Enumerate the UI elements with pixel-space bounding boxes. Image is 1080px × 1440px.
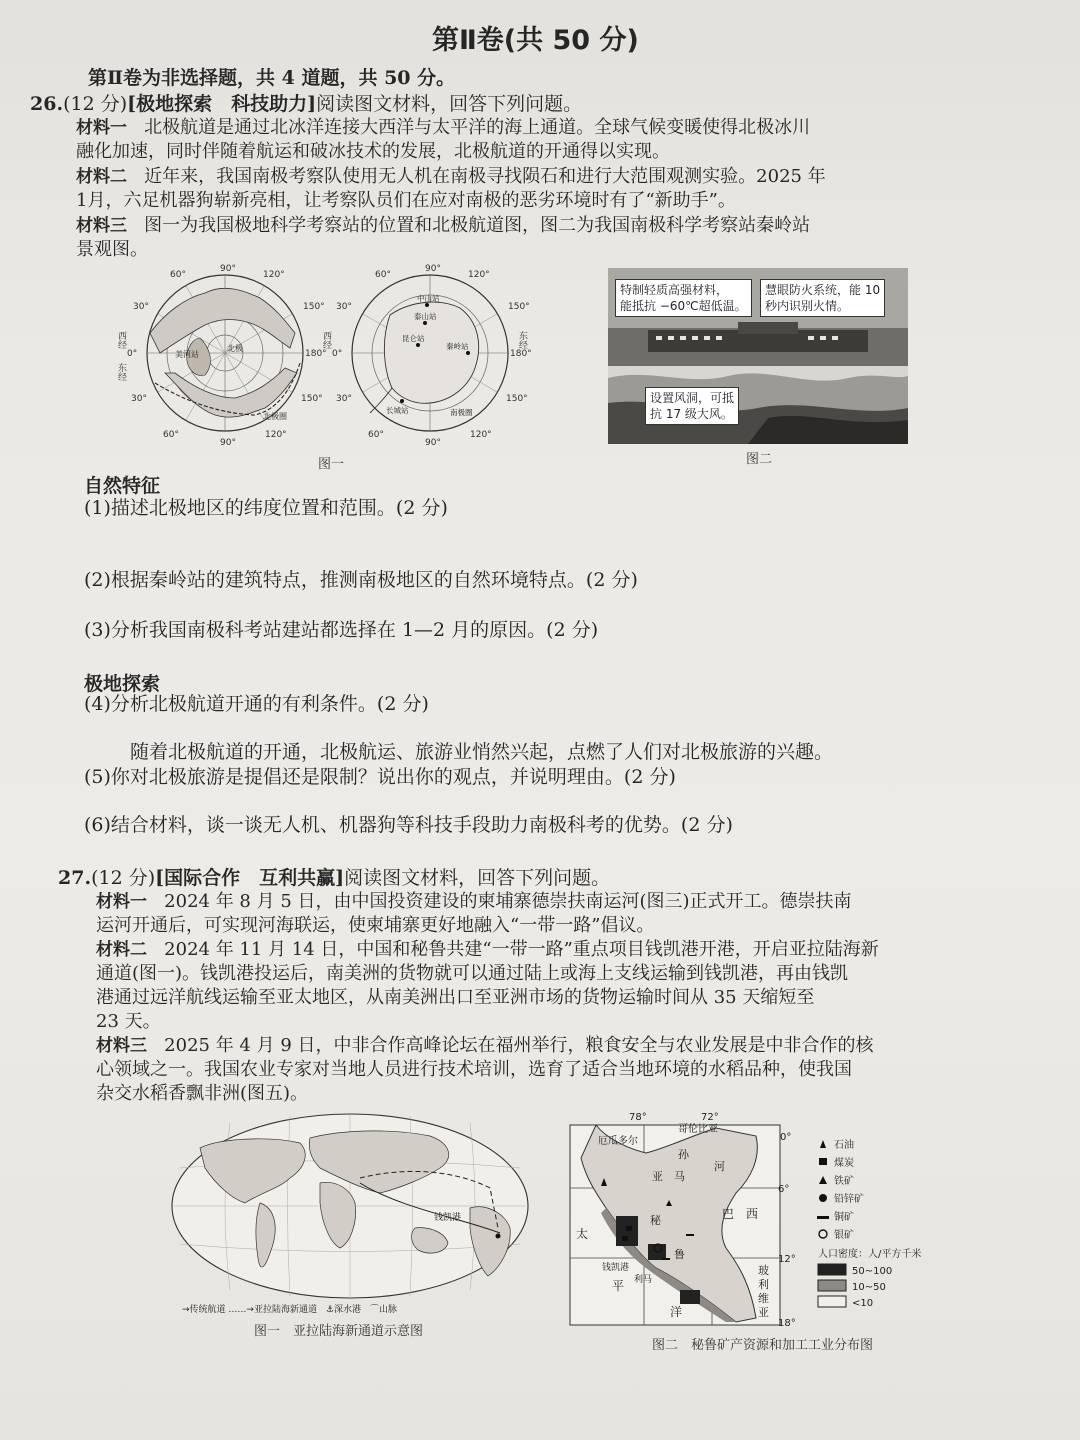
q26-material-3-label: 材料三 — [76, 216, 127, 236]
figure-1-caption: 图一 — [318, 457, 345, 472]
q26-m3-text1: 图一为我国极地科学考察站的位置和北极航道图，图二为我国南极科学考察站秦岭站 — [144, 215, 811, 236]
arctic-lon-30b: 30° — [131, 394, 147, 404]
legend-density-high: 50~100 — [852, 1266, 893, 1277]
density-high-swatch — [818, 1264, 846, 1275]
copper-icon — [817, 1216, 829, 1219]
map2-pacific-1: 太 — [576, 1227, 589, 1241]
legend-lead-zinc: 铅锌矿 — [834, 1194, 864, 1205]
map2-pacific-3: 洋 — [670, 1305, 683, 1319]
map2-lat-12: 12° — [778, 1254, 796, 1265]
map2-bolivia-2: 利 — [758, 1278, 769, 1291]
world-route-map — [160, 1108, 540, 1318]
antarctic-lon-30b: 30° — [336, 394, 352, 404]
q27-m1-text1: 2024 年 8 月 5 日，由中国投资建设的柬埔寨德崇扶南运河(图三)正式开工。德崇扶南 — [164, 891, 852, 912]
map1-caption: 图一 亚拉陆海新通道示意图 — [254, 1324, 424, 1339]
legend-silver: 银矿 — [834, 1230, 854, 1241]
arctic-east: 东经 — [116, 363, 126, 381]
antarctic-180: 180° — [510, 349, 532, 359]
map2-lon-72: 72° — [701, 1112, 719, 1123]
q26-material-2-line1 — [76, 165, 826, 189]
q27-m2-text3: 港通过远洋航线运输至亚太地区，从南美洲出口至亚洲市场的货物运输时间从 35 天缩短至 — [96, 987, 815, 1008]
arctic-lon-30: 30° — [133, 302, 149, 312]
map2-lon-78: 78° — [629, 1112, 647, 1123]
arctic-circle-label: 北极圈 — [263, 412, 287, 421]
arctic-zero: 0° — [127, 349, 138, 359]
q27-score: (12 分) — [91, 867, 156, 889]
q26-material-3-line1 — [76, 214, 810, 238]
q27-m3-text1: 2025 年 4 月 9 日，中非合作高峰论坛在福州举行，粮食安全与农业发展是中非合作的核 — [164, 1035, 874, 1056]
map2-lat-18: 18° — [778, 1318, 796, 1329]
q26-part-3: (3)分析我国南极科考站建站都选择在 1—2 月的原因。(2 分) — [84, 619, 599, 641]
map2-colombia: 哥伦比亚 — [678, 1124, 718, 1135]
station-changcheng: 长城站 — [386, 406, 409, 415]
q27-m1-text2: 运河开通后，可实现河海联运，使柬埔寨更好地融入“一带一路”倡议。 — [96, 915, 655, 936]
callout-material: 特制轻质高强材料， 能抵抗 −60℃超低温。 — [615, 279, 752, 317]
callout-wind-tunnel: 设置风洞，可抵 抗 17 级大风。 — [645, 387, 739, 425]
antarctic-lon-60: 60° — [375, 270, 391, 280]
peru-mineral-map — [566, 1108, 966, 1330]
map2-lat-6: 6° — [778, 1184, 790, 1195]
arctic-lon-bottom: 90° — [220, 438, 236, 448]
station-zhongshan: 中山站 — [417, 294, 440, 303]
station-kunlun: 昆仑站 — [402, 334, 425, 343]
map2-amazon-3: 孙 — [678, 1148, 689, 1161]
antarctic-circle-label: 南极圈 — [450, 408, 473, 417]
antarctic-lon-150: 150° — [508, 302, 530, 312]
arctic-pole-label: 北极 — [227, 344, 243, 353]
q27-number: 27. — [58, 867, 92, 889]
arctic-lon-120: 120° — [263, 270, 285, 280]
map2-bolivia-3: 维 — [758, 1292, 769, 1305]
density-low-swatch — [818, 1296, 846, 1307]
antarctic-lon-150b: 150° — [506, 394, 528, 404]
arctic-lon-60b: 60° — [163, 430, 179, 440]
map2-brazil: 巴 西 — [722, 1207, 759, 1221]
q27-m2-text4: 23 天。 — [96, 1011, 161, 1032]
q27-material-2-label: 材料二 — [96, 940, 147, 960]
arctic-map — [116, 264, 327, 448]
arctic-lon-60: 60° — [170, 270, 186, 280]
map2-pacific-2: 平 — [612, 1279, 625, 1293]
map2-caption: 图二 秘鲁矿产资源和加工工业分布图 — [652, 1338, 874, 1353]
q26-part-4: (4)分析北极航道开通的有利条件。(2 分) — [84, 693, 429, 715]
antarctic-lon-120: 120° — [468, 270, 490, 280]
antarctic-lon-30: 30° — [336, 302, 352, 312]
arctic-west: 西经 — [116, 331, 126, 349]
map2-amazon-4: 河 — [714, 1160, 725, 1173]
lead-zinc-icon — [819, 1194, 827, 1202]
q27-material-1-line1 — [96, 890, 852, 914]
q27-material-3-label: 材料三 — [96, 1036, 147, 1056]
legend-density-low: <10 — [852, 1298, 874, 1309]
map2-port: 钱凯港 — [602, 1263, 630, 1273]
q26-m2-text1: 近年来，我国南极考察队使用无人机在南极寻找陨石和进行大范围观测实验。2025 年 — [144, 166, 826, 187]
q27-instruction: 阅读图文材料，回答下列问题。 — [344, 867, 611, 889]
density-mid-swatch — [818, 1280, 846, 1291]
q26-part-1: (1)描述北极地区的纬度位置和范围。(2 分) — [84, 497, 448, 519]
legend-oil: 石油 — [834, 1140, 854, 1151]
arctic-station-label: 美河站 — [175, 350, 199, 359]
q26-m2-text2: 1月，六足机器狗崭新亮相，让考察队员们在应对南极的恶劣环境时有了“新助手”。 — [76, 190, 736, 211]
legend-coal: 煤炭 — [834, 1158, 854, 1169]
map2-amazon-1: 亚 — [652, 1170, 663, 1183]
map1-port-label: 钱凯港 — [434, 1213, 462, 1223]
antarctic-lon-120b: 120° — [470, 430, 492, 440]
station-qinling: 秦岭站 — [446, 342, 469, 351]
bleed-through-text — [300, 0, 311, 30]
q26-m3-text2: 景观图。 — [76, 239, 148, 260]
silver-icon — [819, 1230, 827, 1238]
q26-part-5-intro: 随着北极航道的开通，北极航运、旅游业悄然兴起，点燃了人们对北极旅游的兴趣。 — [130, 741, 834, 763]
map2-lat-0: 0° — [780, 1132, 792, 1143]
arctic-lon-150: 150° — [303, 302, 325, 312]
q27-m3-text2: 心领域之一。我国农业专家对当地人员进行技术培训，选育了适合当地环境的水稻品种，使我国 — [96, 1059, 852, 1080]
callout-fire-system: 慧眼防火系统，能 10 秒内识别火情。 — [760, 279, 885, 317]
map2-peru-1: 秘 — [650, 1214, 661, 1227]
q27-material-1-label: 材料一 — [96, 892, 147, 912]
q27-theme: [国际合作 互利共赢] — [155, 867, 345, 889]
legend-copper: 铜矿 — [834, 1212, 854, 1223]
station-taishan: 泰山站 — [414, 312, 437, 321]
oil-icon — [820, 1140, 826, 1148]
antarctic-lon-top: 90° — [425, 264, 441, 274]
q27-material-2-line1 — [96, 938, 879, 962]
map2-peru-2: 鲁 — [674, 1248, 685, 1261]
q27-header — [58, 866, 610, 891]
legend-density-mid: 10~50 — [852, 1282, 886, 1293]
map2-bolivia-4: 亚 — [758, 1306, 769, 1319]
section-intro: 第Ⅱ卷为非选择题，共 4 道题，共 50 分。 — [88, 67, 456, 89]
legend-iron: 铁矿 — [834, 1176, 854, 1187]
q27-m2-text2: 通道(图一)。钱凯港投运后，南美洲的货物就可以通过陆上或海上支线运输到钱凯港，再由钱凯 — [96, 963, 849, 984]
q26-material-1-line1 — [76, 116, 810, 140]
map2-amazon-2: 马 — [674, 1170, 685, 1183]
q27-m3-text3: 杂交水稻香飘非洲(图五)。 — [96, 1083, 309, 1104]
iron-icon — [819, 1176, 827, 1184]
polar-maps-figure — [116, 258, 540, 448]
q26-part-6: (6)结合材料，谈一谈无人机、机器狗等科技手段助力南极科考的优势。(2 分) — [84, 814, 733, 836]
q27-m2-text1: 2024 年 11 月 14 日，中国和秘鲁共建“一带一路”重点项目钱凯港开港，开启亚拉陆海新 — [164, 939, 879, 960]
q26-m1-text1: 北极航道是通过北冰洋连接大西洋与太平洋的海上通道。全球气候变暖使得北极冰川 — [144, 117, 811, 138]
map2-bolivia-1: 玻 — [758, 1264, 769, 1277]
map1-legend: →传统航道 ……→亚拉陆海新通道 ⚓深水港 ⌒山脉 — [182, 1305, 398, 1315]
arctic-lon-150b: 150° — [301, 394, 323, 404]
q26-m1-text2: 融化加速，同时伴随着航运和破冰技术的发展，北极航道的开通得以实现。 — [76, 141, 670, 162]
coal-icon — [819, 1158, 827, 1165]
q26-score: (12 分) — [63, 93, 128, 115]
antarctic-lon-bottom: 90° — [425, 438, 441, 448]
q27-material-3-line1 — [96, 1034, 874, 1058]
antarctic-map — [321, 264, 532, 448]
antarctic-zero: 0° — [332, 349, 343, 359]
arctic-lon-120b: 120° — [265, 430, 287, 440]
subsection-exploration: 极地探索 — [84, 673, 161, 695]
map2-ecuador: 厄瓜多尔 — [598, 1136, 638, 1147]
section-title: 第Ⅱ卷(共 50 分) — [432, 25, 639, 56]
map2-legend — [817, 1138, 921, 1309]
q26-part-2: (2)根据秦岭站的建筑特点，推测南极地区的自然环境特点。(2 分) — [84, 569, 638, 591]
q26-material-1-label: 材料一 — [76, 118, 127, 138]
map2-lima: 利马 — [634, 1275, 653, 1285]
q26-instruction: 阅读图文材料，回答下列问题。 — [316, 93, 583, 115]
q26-theme: [极地探索 科技助力] — [127, 93, 317, 115]
antarctic-east: 东经 — [517, 331, 527, 349]
antarctic-lon-60b: 60° — [368, 430, 384, 440]
arctic-lon-top: 90° — [220, 264, 236, 274]
arctic-180: 180° — [305, 349, 327, 359]
q26-header — [30, 92, 582, 117]
antarctic-west: 西经 — [321, 331, 331, 349]
subsection-natural: 自然特征 — [84, 475, 161, 497]
q26-material-2-label: 材料二 — [76, 167, 127, 187]
q26-number: 26. — [30, 93, 64, 115]
legend-density-title: 人口密度：人/平方千米 — [818, 1249, 922, 1260]
q26-part-5: (5)你对北极旅游是提倡还是限制？说出你的观点，并说明理由。(2 分) — [84, 766, 676, 788]
figure-2-caption: 图二 — [746, 452, 773, 467]
